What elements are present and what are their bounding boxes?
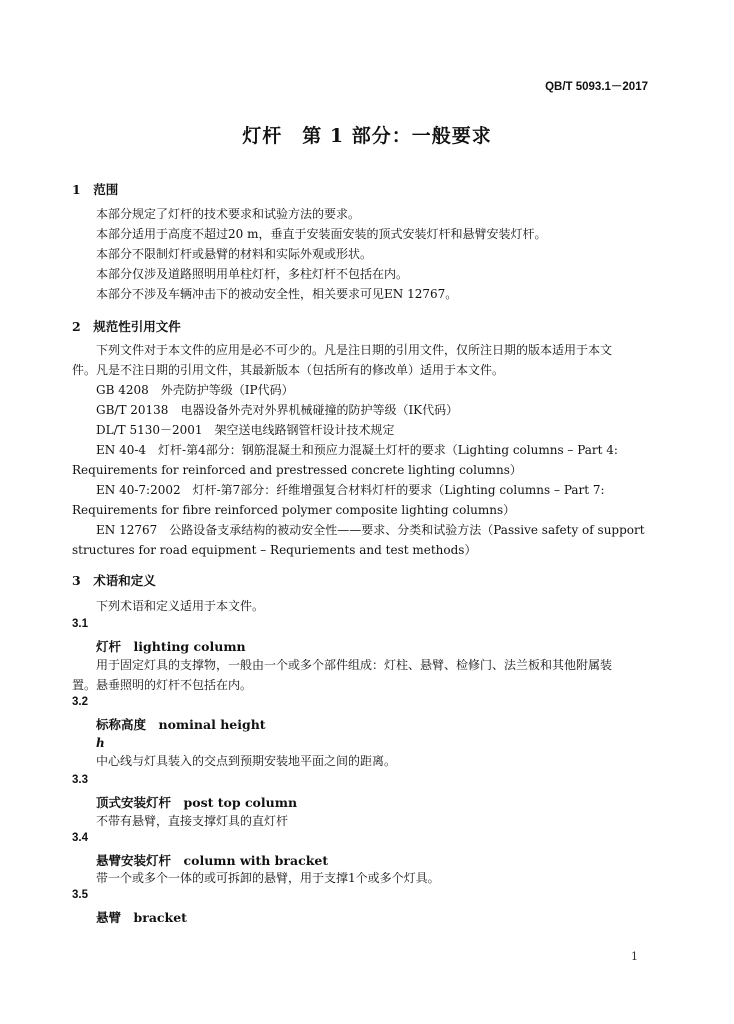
reference-item: structures for road equipment – Requriements and test methods） <box>72 543 477 557</box>
term-number: 3.4 <box>72 832 88 844</box>
reference-item: Requirements for reinforced and prestressed concrete lighting columns） <box>72 463 522 477</box>
reference-item: EN 12767 公路设备支承结构的被动安全性——要求、分类和试验方法（Passive safety of support <box>96 523 645 537</box>
normative-intro: 件。凡是不注日期的引用文件，其最新版本（包括所有的修改单）适用于本文件。 <box>72 363 505 377</box>
reference-item: GB 4208 外壳防护等级（IP代码） <box>96 383 294 397</box>
term-number: 3.3 <box>72 774 88 786</box>
term-name: 灯杆 lighting column <box>96 639 246 654</box>
term-definition: 置。悬垂照明的灯杆不包括在内。 <box>72 678 253 692</box>
term-symbol: h <box>96 736 105 750</box>
term-definition: 带一个或多个一体的或可拆卸的悬臂，用于支撑1个或多个灯具。 <box>96 871 440 885</box>
terms-intro: 下列术语和定义适用于本文件。 <box>96 599 265 613</box>
scope-paragraph: 本部分不限制灯杆或悬臂的材料和实际外观或形状。 <box>96 247 373 261</box>
term-name: 悬臂安装灯杆 column with bracket <box>96 853 329 868</box>
standard-number: QB/T 5093.1－2017 <box>545 81 648 93</box>
term-definition: 中心线与灯具装入的交点到预期安装地平面之间的距离。 <box>96 754 397 768</box>
term-number: 3.1 <box>72 618 88 630</box>
reference-item: EN 40-4 灯杆-第4部分：钢筋混凝土和预应力混凝土灯杆的要求（Lighting columns – Part 4: <box>96 443 618 457</box>
normative-intro: 下列文件对于本文件的应用是必不可少的。凡是注日期的引用文件，仅所注日期的版本适用于本文 <box>96 343 613 357</box>
term-number: 3.5 <box>72 889 88 901</box>
reference-item: GB/T 20138 电器设备外壳对外界机械碰撞的防护等级（IK代码） <box>96 403 459 417</box>
reference-item: EN 40-7:2002 灯杆-第7部分：纤维增强复合材料灯杆的要求（Lighting columns – Part 7: <box>96 483 605 497</box>
term-definition: 用于固定灯具的支撑物，一般由一个或多个部件组成：灯柱、悬臂、检修门、法兰板和其他附属装 <box>96 658 613 672</box>
section-3-heading: 3 术语和定义 <box>72 573 156 588</box>
term-definition: 不带有悬臂，直接支撑灯具的直灯杆 <box>96 814 289 828</box>
scope-paragraph: 本部分不涉及车辆冲击下的被动安全性，相关要求可见EN 12767。 <box>96 287 458 301</box>
page-number: 1 <box>631 950 638 963</box>
term-name: 标称高度 nominal height <box>96 717 266 732</box>
section-1-heading: 1 范围 <box>72 182 119 197</box>
reference-item: DL/T 5130－2001 架空送电线路钢管杆设计技术规定 <box>96 423 395 437</box>
term-name: 顶式安装灯杆 post top column <box>96 795 298 810</box>
scope-paragraph: 本部分适用于高度不超过20 m，垂直于安装面安装的顶式安装灯杆和悬臂安装灯杆。 <box>96 227 547 241</box>
scope-paragraph: 本部分规定了灯杆的技术要求和试验方法的要求。 <box>96 207 361 221</box>
section-2-heading: 2 规范性引用文件 <box>72 319 181 334</box>
term-number: 3.2 <box>72 696 88 708</box>
page-title: 灯杆 第 1 部分：一般要求 <box>242 125 492 147</box>
term-name: 悬臂 bracket <box>96 910 187 925</box>
reference-item: Requirements for fibre reinforced polymer composite lighting columns） <box>72 503 516 517</box>
scope-paragraph: 本部分仅涉及道路照明用单柱灯杆，多柱灯杆不包括在内。 <box>96 267 409 281</box>
